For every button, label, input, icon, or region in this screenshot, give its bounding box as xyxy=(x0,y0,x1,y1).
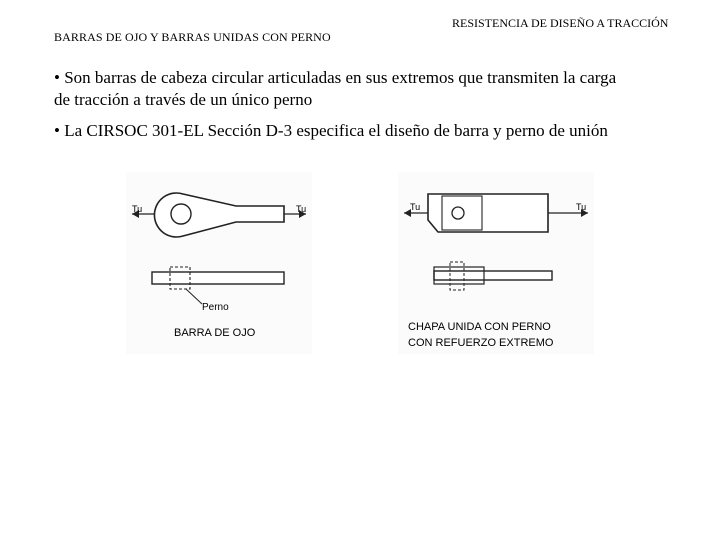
callout-leader xyxy=(186,289,202,304)
plate-outline xyxy=(428,194,548,232)
eye-bar-drawing xyxy=(126,172,312,354)
left-force-label: Tu xyxy=(410,202,421,212)
right-force-label: Tu xyxy=(296,204,307,214)
bullet-marker: • xyxy=(54,68,60,87)
bullet-text: La CIRSOC 301-EL Sección D-3 especifica el diseño de barra y perno de unión xyxy=(64,121,608,140)
bullet-item-2 xyxy=(54,120,694,142)
bullet-item-1 xyxy=(54,67,694,111)
pin-callout-label: Perno xyxy=(202,302,229,313)
plate-side-view xyxy=(434,271,552,280)
pin-hole xyxy=(171,204,191,224)
left-force-label: Tu xyxy=(132,204,143,214)
right-header-title: RESISTENCIA DE DISEÑO A TRACCIÓN xyxy=(452,16,669,30)
plate-caption-line-2: CON REFUERZO EXTREMO xyxy=(408,337,554,349)
bullet-text: Son barras de cabeza circular articuladas en sus extremos que transmiten la carga xyxy=(64,68,617,87)
bullet-marker: • xyxy=(54,121,60,140)
right-force-label: Tu xyxy=(576,202,587,212)
bullet-text-continued: de tracción a través de un único perno xyxy=(54,90,313,109)
pin-plate-figure xyxy=(398,172,594,354)
eye-bar-side-view xyxy=(152,272,284,284)
pin-plate-drawing xyxy=(398,172,594,354)
eye-bar-figure xyxy=(126,172,312,354)
left-header-title: BARRAS DE OJO Y BARRAS UNIDAS CON PERNO xyxy=(54,30,331,44)
eye-bar-caption: BARRA DE OJO xyxy=(174,327,256,339)
plate-caption-line-1: CHAPA UNIDA CON PERNO xyxy=(408,321,551,333)
pin-hole xyxy=(452,207,464,219)
